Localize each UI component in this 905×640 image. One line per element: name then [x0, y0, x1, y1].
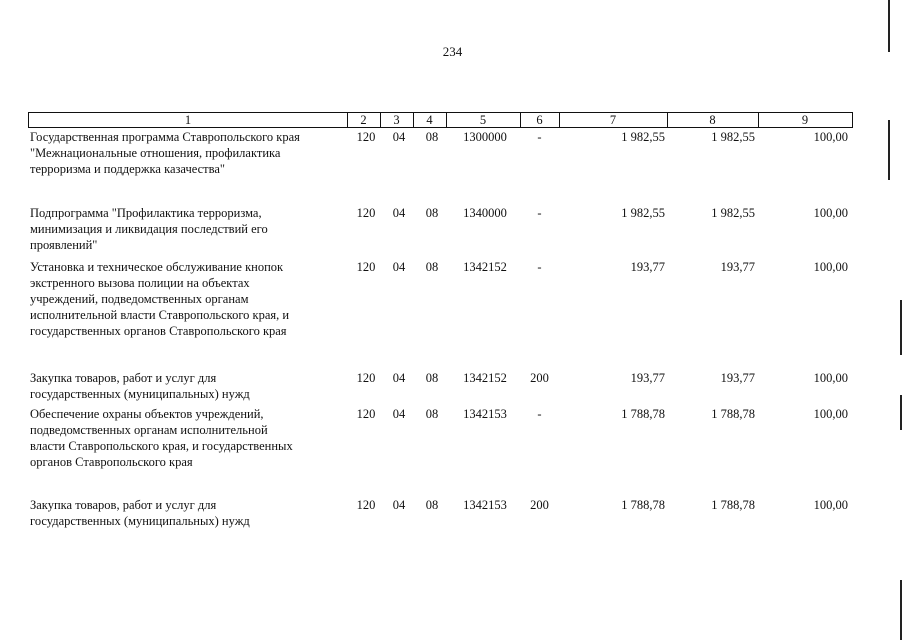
cell-col2: 120	[356, 371, 376, 385]
cell-col2: 120	[356, 130, 376, 144]
row-description: Закупка товаров, работ и услуг для государственных (муниципальных) нужд	[30, 498, 250, 528]
cell-col5: 1340000	[463, 206, 507, 220]
cell-col5: 1342153	[463, 407, 507, 421]
cell-col9: 100,00	[813, 498, 848, 512]
cell-col7: 1 982,55	[621, 206, 665, 220]
cell-col4: 08	[425, 130, 439, 144]
cell-col6: -	[537, 260, 542, 274]
cell-col3: 04	[392, 498, 406, 512]
cell-col3: 04	[392, 371, 406, 385]
cell-col5: 1300000	[463, 130, 507, 144]
header-cell: 7	[559, 113, 668, 127]
cell-col3: 04	[392, 260, 406, 274]
cell-col3: 04	[392, 206, 406, 220]
header-cell: 6	[520, 113, 560, 127]
cell-col6: 200	[530, 498, 549, 512]
cell-col2: 120	[356, 498, 376, 512]
cell-col4: 08	[425, 407, 439, 421]
row-description: Закупка товаров, работ и услуг для государственных (муниципальных) нужд	[30, 371, 250, 401]
row-description: Государственная программа Ставропольского края "Межнациональные отношения, профилактика терроризма и поддержка казачества"	[30, 130, 300, 176]
page-number: 234	[442, 44, 463, 59]
cell-col2: 120	[356, 260, 376, 274]
header-cell: 9	[801, 113, 809, 127]
scan-edge-line	[888, 120, 890, 180]
row-description: Обеспечение охраны объектов учреждений, подведомственных органам исполнительной власти Ставропольского края, и государственных органов Ставропольского края	[30, 407, 293, 469]
header-cell: 2	[347, 113, 381, 127]
row-description: Подпрограмма "Профилактика терроризма, минимизация и ликвидация последствий его проявлений"	[30, 206, 268, 252]
cell-col2: 120	[356, 206, 376, 220]
cell-col7: 1 788,78	[621, 498, 665, 512]
header-cell: 4	[413, 113, 447, 127]
cell-col3: 04	[392, 407, 406, 421]
header-cell: 5	[446, 113, 521, 127]
cell-col8: 1 788,78	[711, 498, 755, 512]
cell-col2: 120	[356, 407, 376, 421]
cell-col8: 193,77	[720, 260, 755, 274]
header-cell: 1	[29, 113, 348, 127]
cell-col9: 100,00	[813, 206, 848, 220]
cell-col7: 193,77	[630, 371, 665, 385]
cell-col9: 100,00	[813, 260, 848, 274]
cell-col5: 1342152	[463, 371, 507, 385]
scan-edge-line	[900, 580, 902, 640]
cell-col6: -	[537, 206, 542, 220]
cell-col6: -	[537, 130, 542, 144]
cell-col6: -	[537, 407, 542, 421]
cell-col6: 200	[530, 371, 549, 385]
row-description: Установка и техническое обслуживание кнопок экстренного вызова полиции на объектах учреждений, подведомственных органам исполнительной власти Ставропольского края, и государственных органов Ставропольского края	[30, 260, 290, 338]
header-cell: 8	[667, 113, 759, 127]
scan-edge-line	[888, 0, 890, 52]
scan-edge-line	[900, 395, 902, 430]
cell-col5: 1342153	[463, 498, 507, 512]
cell-col8: 193,77	[720, 371, 755, 385]
cell-col9: 100,00	[813, 371, 848, 385]
cell-col8: 1 788,78	[711, 407, 755, 421]
cell-col7: 1 788,78	[621, 407, 665, 421]
scan-edge-line	[900, 300, 902, 355]
header-cell: 3	[380, 113, 414, 127]
cell-col4: 08	[425, 206, 439, 220]
cell-col7: 1 982,55	[621, 130, 665, 144]
cell-col8: 1 982,55	[711, 206, 755, 220]
cell-col4: 08	[425, 498, 439, 512]
table-header	[28, 112, 853, 128]
cell-col7: 193,77	[630, 260, 665, 274]
cell-col3: 04	[392, 130, 406, 144]
cell-col9: 100,00	[813, 130, 848, 144]
cell-col4: 08	[425, 371, 439, 385]
cell-col5: 1342152	[463, 260, 507, 274]
cell-col8: 1 982,55	[711, 130, 755, 144]
cell-col4: 08	[425, 260, 439, 274]
cell-col9: 100,00	[813, 407, 848, 421]
